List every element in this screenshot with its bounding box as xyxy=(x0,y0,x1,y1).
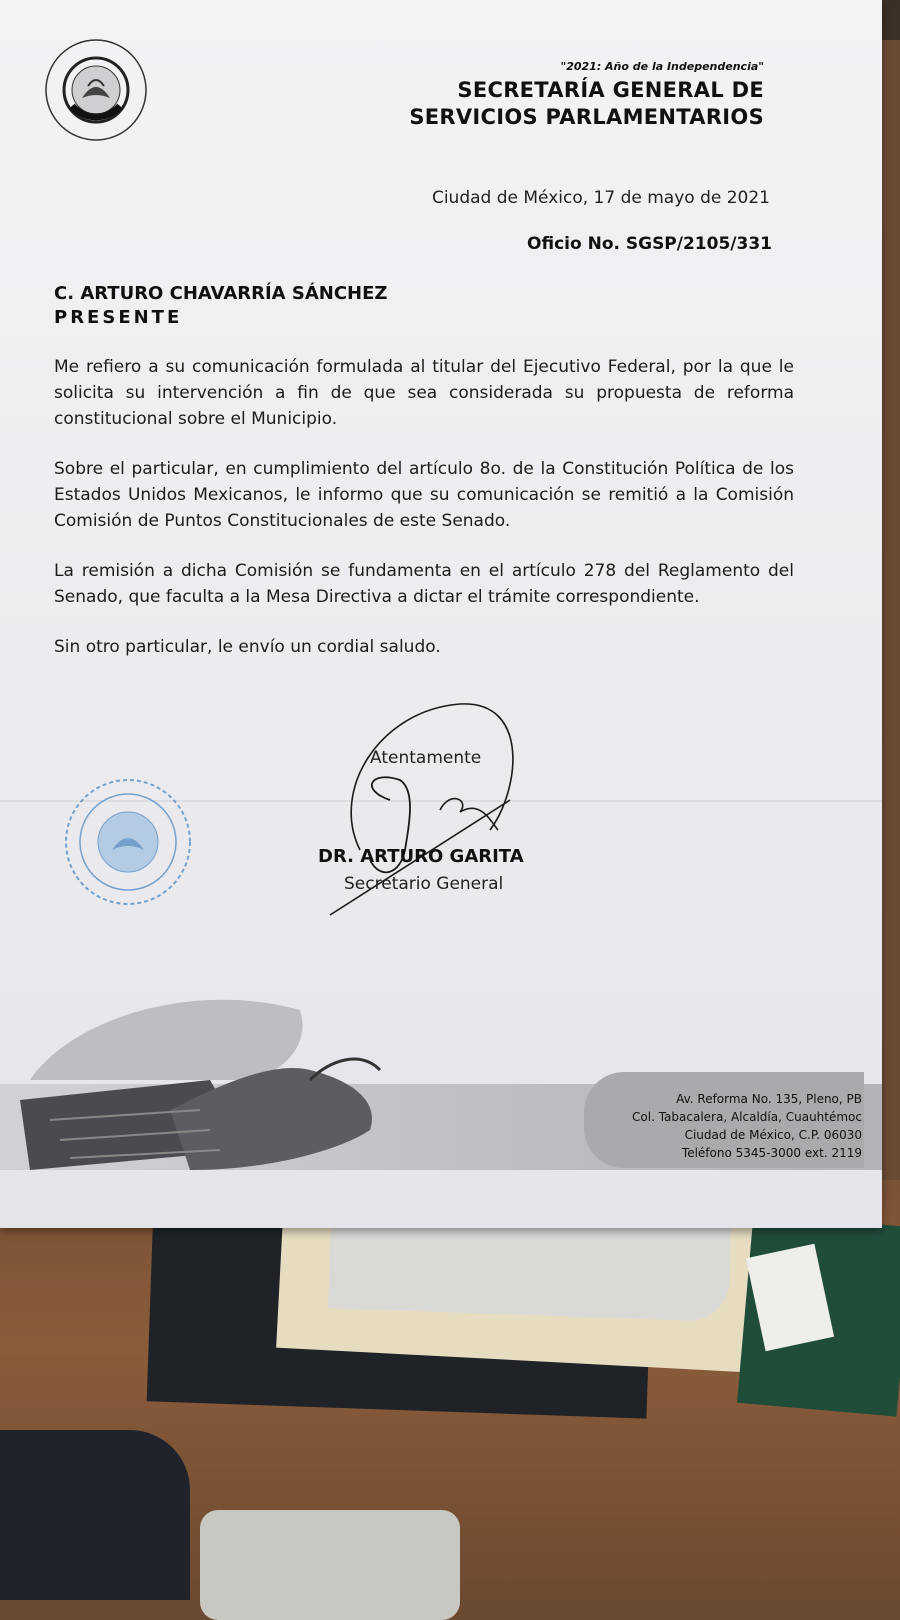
addressee-name: C. ARTURO CHAVARRÍA SÁNCHEZ xyxy=(54,283,388,304)
person-sleeve xyxy=(0,1430,190,1600)
address-line: Ciudad de México, C.P. 06030 xyxy=(684,1128,862,1142)
paragraph: La remisión a dicha Comisión se fundamenta en el artículo 278 del Reglamento del Senado, que faculta a la Mesa Directiva a dictar el trámite correspondiente. xyxy=(54,561,794,607)
org-title-line2: SERVICIOS PARLAMENTARIOS xyxy=(409,105,764,129)
address-line: Teléfono 5345-3000 ext. 2119 xyxy=(681,1146,862,1160)
handwritten-signature-icon xyxy=(320,700,540,930)
paragraph: Sobre el particular, en cumplimiento del artículo 8o. de la Constitución Política de los Estados Unidos Mexicanos, le informo que su comunicación se remitió a la Comisión Comisión de Puntos Constitucionales de este Senado. xyxy=(54,459,794,531)
place-date: Ciudad de México, 17 de mayo de 2021 xyxy=(431,188,770,208)
org-title-line1: SECRETARÍA GENERAL DE xyxy=(457,78,764,102)
oficio-number: Oficio No. SGSP/2105/331 xyxy=(527,234,772,254)
paragraph: Me refiero a su comunicación formulada al titular del Ejecutivo Federal, por la que le solicita su intervención a fin de que sea considerada su propuesta de reforma constitucional sobre el Municipio. xyxy=(54,357,794,429)
addressee-block xyxy=(54,282,387,330)
chair xyxy=(200,1510,460,1620)
footer-address xyxy=(632,1090,862,1162)
addressee-salutation: PRESENTE xyxy=(54,307,183,328)
closing: Atentamente xyxy=(370,748,482,768)
paragraph: Sin otro particular, le envío un cordial saludo. xyxy=(54,637,441,657)
official-stamp-icon xyxy=(62,776,194,908)
address-line: Col. Tabacalera, Alcaldía, Cuauhtémoc xyxy=(632,1110,862,1124)
eagle-watermark-icon xyxy=(10,980,390,1180)
signer-role: Secretario General xyxy=(344,874,504,894)
letterhead xyxy=(409,60,764,131)
address-line: Av. Reforma No. 135, Pleno, PB xyxy=(676,1092,862,1106)
motto: "2021: Año de la Independencia" xyxy=(560,60,764,73)
signer-name: DR. ARTURO GARITA xyxy=(318,846,524,867)
senate-seal-icon xyxy=(42,36,150,144)
letter-body xyxy=(54,354,794,684)
